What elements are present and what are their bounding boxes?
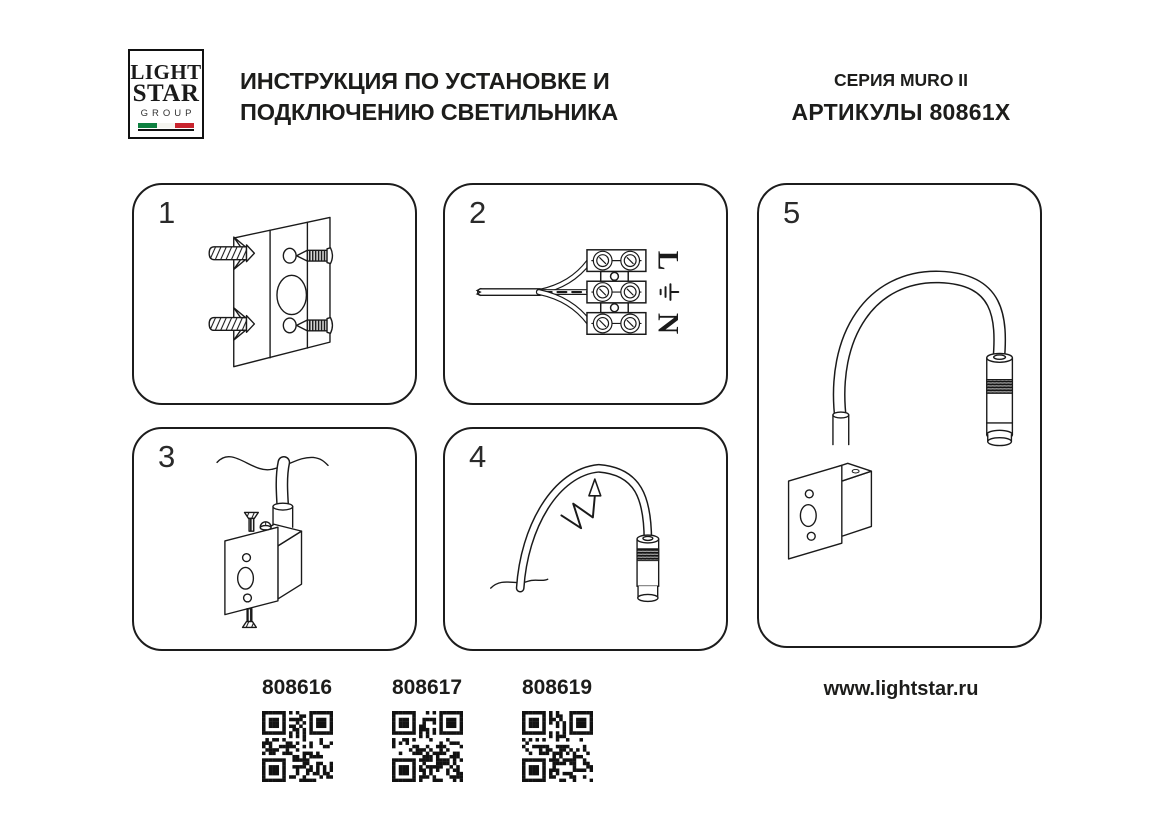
step-1-number: 1 — [158, 195, 176, 230]
step-3-panel — [132, 427, 417, 651]
dome-nut-icon — [260, 522, 271, 530]
italian-flag-icon — [138, 123, 194, 128]
series-block — [770, 70, 1032, 126]
line-terminal-label: L — [651, 250, 684, 271]
step-4-illustration — [445, 429, 726, 649]
page-title — [240, 66, 618, 128]
screw-icon — [245, 512, 259, 531]
wall-break-line — [217, 457, 328, 470]
flag-underline — [138, 129, 194, 131]
base-plate — [789, 465, 842, 559]
step-3-number: 3 — [158, 439, 176, 474]
arm-collar — [273, 503, 293, 527]
lamp-head — [637, 535, 659, 601]
article-code-808619: 808619 — [521, 676, 593, 699]
arm-collar — [833, 412, 849, 445]
power-cable — [477, 262, 591, 323]
step-4-number: 4 — [469, 439, 487, 474]
step-1-illustration — [134, 185, 415, 403]
flag-white — [157, 123, 176, 128]
flag-green — [138, 123, 157, 128]
step-1-panel — [132, 183, 417, 405]
lightstar-logo — [128, 49, 204, 139]
step-2-number: 2 — [469, 195, 487, 230]
base-plate — [225, 527, 278, 614]
logo-word-group: GROUP — [140, 108, 196, 119]
articles-label: АРТИКУЛЫ 80861X — [791, 99, 1011, 125]
qr-code — [262, 711, 333, 782]
flag-red — [175, 123, 194, 128]
title-line-2: ПОДКЛЮЧЕНИЮ СВЕТИЛЬНИКА — [240, 99, 618, 125]
gooseneck-arm — [282, 462, 284, 507]
step-5-number: 5 — [783, 195, 801, 230]
step-3-illustration — [134, 429, 415, 649]
step-4-panel — [443, 427, 728, 651]
qr-code — [522, 711, 593, 782]
screw-icon — [243, 609, 257, 628]
earth-ground-icon — [661, 284, 679, 300]
neutral-terminal-label: N — [651, 312, 684, 335]
qr-code — [392, 711, 463, 782]
article-code-808616: 808616 — [261, 676, 333, 699]
lamp-head — [987, 353, 1013, 445]
gooseneck-arm — [839, 277, 1000, 421]
step-5-panel — [757, 183, 1042, 648]
logo-word-star: STAR — [132, 80, 200, 107]
series-label: СЕРИЯ MURO II — [833, 70, 969, 90]
step-5-illustration — [759, 185, 1040, 646]
step-2-panel — [443, 183, 728, 405]
article-code-808617: 808617 — [391, 676, 463, 699]
step-2-illustration — [445, 185, 726, 403]
logo-word-light: LIGHT — [130, 60, 202, 84]
gooseneck-arm — [520, 468, 648, 588]
title-line-1: ИНСТРУКЦИЯ ПО УСТАНОВКЕ И — [240, 68, 610, 94]
website-url: www.lightstar.ru — [823, 678, 979, 700]
terminal-block — [587, 250, 646, 334]
mounting-plate — [234, 217, 330, 366]
